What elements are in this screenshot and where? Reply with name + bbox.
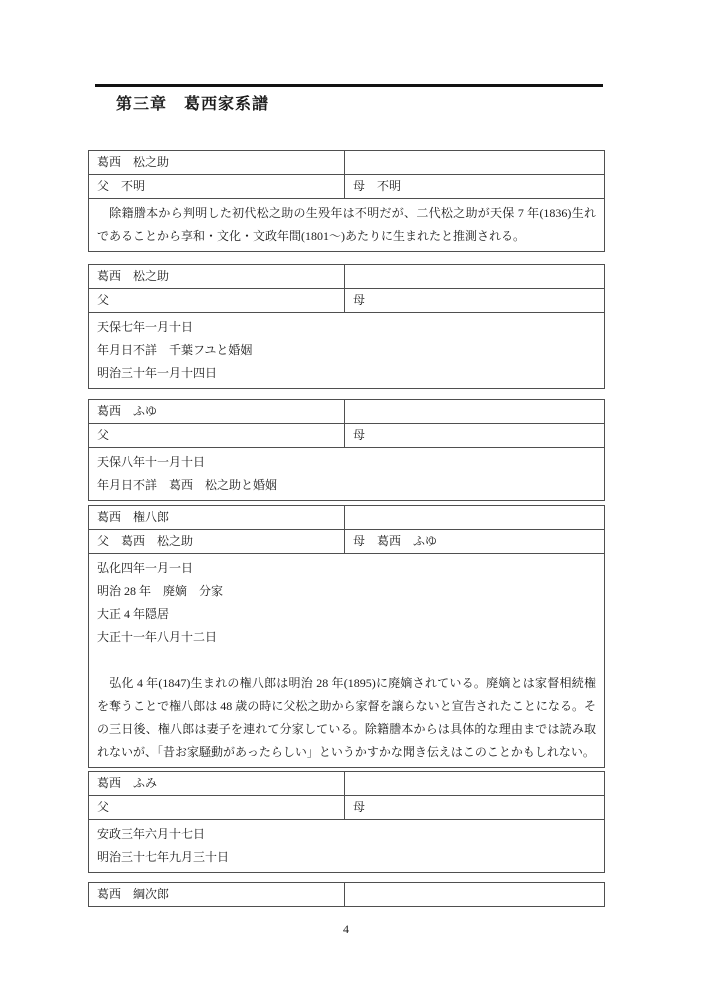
table-row-name (89, 400, 605, 424)
event-line: 年月日不詳 千葉フユと婚姻 (97, 343, 253, 357)
record-body (89, 199, 605, 252)
empty-cell (345, 506, 605, 530)
table-row-name (89, 265, 605, 289)
table-row-body (89, 448, 605, 501)
table-row-body (89, 554, 605, 768)
event-line: 明治三十七年九月三十日 (97, 850, 230, 864)
event-line: 年月日不詳 葛西 松之助と婚姻 (97, 478, 278, 492)
event-line: 大正十一年八月十二日 (97, 630, 218, 644)
father-cell: 父 (89, 289, 345, 313)
event-line: 明治 28 年 廃嫡 分家 (97, 584, 224, 598)
table-row-name (89, 883, 605, 907)
event-line: 安政三年六月十七日 (97, 827, 206, 841)
father-cell: 父 (89, 796, 345, 820)
table-row-body (89, 313, 605, 389)
page-number: 4 (343, 922, 349, 936)
empty-cell (345, 265, 605, 289)
event-line: 天保八年十一月十日 (97, 455, 206, 469)
table-row-parents (89, 530, 605, 554)
genealogy-table-gonpachiro (88, 505, 605, 768)
event-line: 大正 4 年隠居 (97, 607, 170, 621)
person-name: 葛西 松之助 (89, 151, 345, 175)
person-name: 葛西 ふゆ (89, 400, 345, 424)
empty-cell (345, 883, 605, 907)
mother-cell: 母 (345, 796, 605, 820)
note-paragraph: 弘化 4 年(1847)生まれの権八郎は明治 28 年(1895)に廃嫡されている。廃嫡とは家督相続権を奪うことで権八郎は 48 歳の時に父松之助から家督を譲らないと宣告されたことになる。その三日後、権八郎は妻子を連れて分家している。除籍謄本からは具体的な理由までは読み取れないが、「昔お家騒動があったらしい」というかすかな聞き伝えはこのことかもしれない。 (97, 676, 596, 759)
record-body (89, 448, 605, 501)
event-line: 弘化四年一月一日 (97, 561, 194, 575)
mother-cell: 母 葛西 ふゆ (345, 530, 605, 554)
genealogy-table-fumi (88, 771, 605, 873)
table-row-name (89, 772, 605, 796)
person-name: 葛西 権八郎 (89, 506, 345, 530)
record-body (89, 313, 605, 389)
table-row-name (89, 506, 605, 530)
table-row-parents (89, 175, 605, 199)
person-name: 葛西 ふみ (89, 772, 345, 796)
table-row-body (89, 199, 605, 252)
event-line: 天保七年一月十日 (97, 320, 194, 334)
record-body (89, 820, 605, 873)
table-row-name (89, 151, 605, 175)
person-name: 葛西 松之助 (89, 265, 345, 289)
father-cell: 父 不明 (89, 175, 345, 199)
father-cell: 父 葛西 松之助 (89, 530, 345, 554)
genealogy-table-fuyu (88, 399, 605, 501)
empty-cell (345, 772, 605, 796)
event-line: 明治三十年一月十四日 (97, 366, 218, 380)
table-row-body (89, 820, 605, 873)
mother-cell: 母 (345, 424, 605, 448)
chapter-rule (95, 84, 603, 87)
empty-cell (345, 151, 605, 175)
record-body (89, 554, 605, 768)
table-row-parents (89, 796, 605, 820)
mother-cell: 母 不明 (345, 175, 605, 199)
genealogy-table-matsunosuke-1 (88, 150, 605, 252)
page-content (88, 150, 604, 937)
genealogy-table-tsunajiro (88, 882, 605, 907)
table-row-parents (89, 424, 605, 448)
table-row-parents (89, 289, 605, 313)
genealogy-table-matsunosuke-2 (88, 264, 605, 389)
note-paragraph: 除籍謄本から判明した初代松之助の生殁年は不明だが、二代松之助が天保 7 年(1836)生れであることから享和・文化・文政年間(1801〜)あたりに生まれたと推測される。 (97, 206, 596, 243)
mother-cell: 母 (345, 289, 605, 313)
empty-cell (345, 400, 605, 424)
chapter-title: 第三章 葛西家系譜 (116, 96, 270, 113)
person-name: 葛西 綱次郎 (89, 883, 345, 907)
father-cell: 父 (89, 424, 345, 448)
